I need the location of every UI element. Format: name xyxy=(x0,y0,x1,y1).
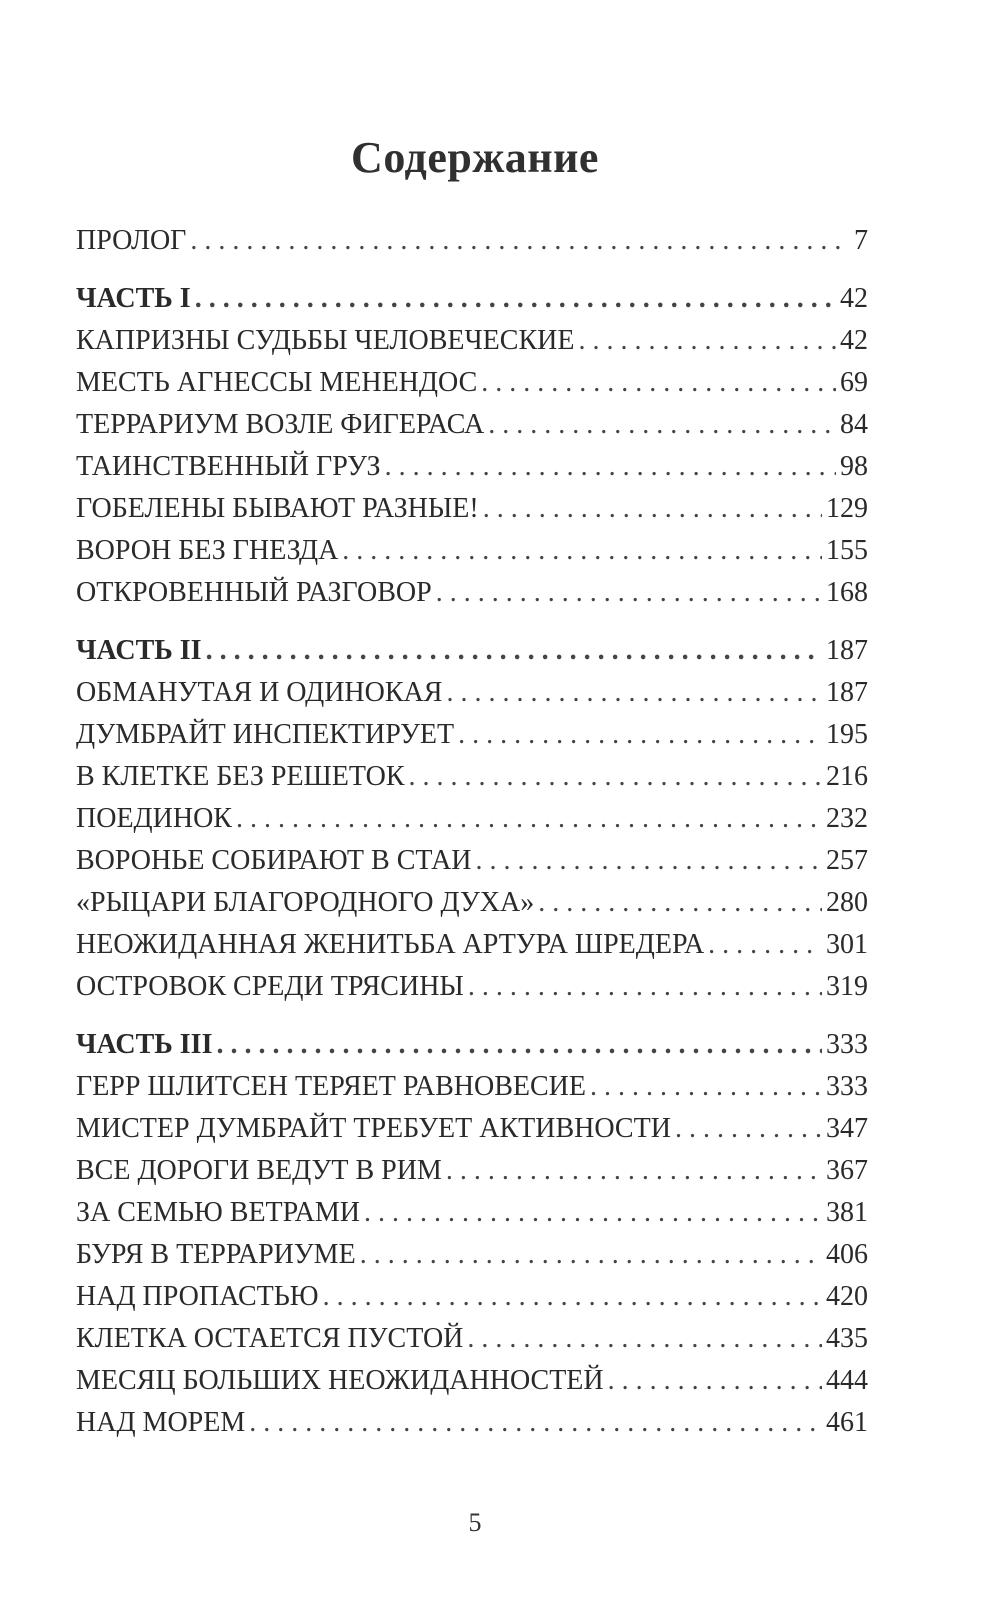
toc-entry-page: 420 xyxy=(826,1281,868,1312)
toc-entry-title: ЗА СЕМЬЮ ВЕТРАМИ xyxy=(76,1197,360,1228)
toc-entry-title: ПОЕДИНОК xyxy=(76,803,232,834)
toc-entry xyxy=(76,714,868,756)
toc-entry xyxy=(76,1276,868,1318)
toc-entry-title: «РЫЦАРИ БЛАГОРОДНОГО ДУХА» xyxy=(76,887,535,918)
dot-leader xyxy=(488,404,836,446)
page-number: 5 xyxy=(468,1508,482,1537)
toc-entry xyxy=(76,840,868,882)
dot-leader xyxy=(190,220,850,262)
toc-entry-title: ВОРОНЬЕ СОБИРАЮТ В СТАИ xyxy=(76,845,472,876)
toc-entry-title: ВОРОН БЕЗ ГНЕЗДА xyxy=(76,535,339,566)
toc-entry xyxy=(76,320,868,362)
toc-entry xyxy=(76,1234,868,1276)
toc-entry-page: 42 xyxy=(840,283,868,314)
toc-entry-page: 333 xyxy=(826,1029,868,1060)
toc-entry xyxy=(76,362,868,404)
toc-entry-title: ЧАСТЬ I xyxy=(76,283,191,314)
toc-entry-title: ВСЕ ДОРОГИ ВЕДУТ В РИМ xyxy=(76,1155,442,1186)
dot-leader xyxy=(360,1234,822,1276)
toc-entry-page: 461 xyxy=(826,1407,868,1438)
dot-leader xyxy=(590,1066,822,1108)
dot-leader xyxy=(675,1108,822,1150)
dot-leader xyxy=(436,572,822,614)
dot-leader xyxy=(481,362,836,404)
toc-entry-title: МИСТЕР ДУМБРАЙТ ТРЕБУЕТ АКТИВНОСТИ xyxy=(76,1113,671,1144)
dot-leader xyxy=(476,840,822,882)
toc-entry xyxy=(76,488,868,530)
toc-entry xyxy=(76,1318,868,1360)
toc-entry-title: ПРОЛОГ xyxy=(76,225,187,256)
toc-entry-page: 435 xyxy=(826,1323,868,1354)
toc-entry-page: 129 xyxy=(826,493,868,524)
toc-entry-title: ТАИНСТВЕННЫЙ ГРУЗ xyxy=(76,451,381,482)
dot-leader xyxy=(216,1024,822,1066)
toc-entry xyxy=(76,1360,868,1402)
toc-entry-title: НАД МОРЕМ xyxy=(76,1407,246,1438)
toc-part-heading xyxy=(76,278,868,320)
dot-leader xyxy=(206,630,822,672)
toc-entry-title: ОБМАНУТАЯ И ОДИНОКАЯ xyxy=(76,677,443,708)
dot-leader xyxy=(409,756,822,798)
toc-entry-page: 84 xyxy=(840,409,868,440)
toc-entry-page: 187 xyxy=(826,677,868,708)
dot-leader xyxy=(236,798,822,840)
toc-entry xyxy=(76,572,868,614)
toc-entry xyxy=(76,404,868,446)
toc-entry xyxy=(76,1066,868,1108)
toc-entry-page: 280 xyxy=(826,887,868,918)
toc-entry xyxy=(76,1108,868,1150)
toc-entry-page: 333 xyxy=(826,1071,868,1102)
toc-entry xyxy=(76,220,868,262)
toc-entry-page: 168 xyxy=(826,577,868,608)
dot-leader xyxy=(342,530,822,572)
toc-entry xyxy=(76,1192,868,1234)
dot-leader xyxy=(578,320,836,362)
toc-entry-title: ОСТРОВОК СРЕДИ ТРЯСИНЫ xyxy=(76,971,464,1002)
toc-entry-page: 444 xyxy=(826,1365,868,1396)
toc-entry-title: НАД ПРОПАСТЬЮ xyxy=(76,1281,319,1312)
toc-entry xyxy=(76,924,868,966)
toc-entry-title: ОТКРОВЕННЫЙ РАЗГОВОР xyxy=(76,577,432,608)
toc-entry-title: ЧАСТЬ III xyxy=(76,1029,213,1060)
toc-entry-page: 301 xyxy=(826,929,868,960)
toc-entry-page: 232 xyxy=(826,803,868,834)
toc-entry xyxy=(76,966,868,1008)
toc-entry xyxy=(76,672,868,714)
toc-entry-page: 98 xyxy=(840,451,868,482)
dot-leader xyxy=(483,488,822,530)
table-of-contents xyxy=(76,220,868,1444)
toc-entry-page: 347 xyxy=(826,1113,868,1144)
toc-entry-page: 69 xyxy=(840,367,868,398)
toc-entry xyxy=(76,798,868,840)
dot-leader xyxy=(323,1276,822,1318)
toc-entry-page: 367 xyxy=(826,1155,868,1186)
toc-entry xyxy=(76,1402,868,1444)
dot-leader xyxy=(385,446,836,488)
toc-entry-title: МЕСЯЦ БОЛЬШИХ НЕОЖИДАННОСТЕЙ xyxy=(76,1365,604,1396)
toc-entry xyxy=(76,446,868,488)
toc-entry-page: 381 xyxy=(826,1197,868,1228)
toc-entry-page: 7 xyxy=(854,225,868,256)
toc-entry-page: 257 xyxy=(826,845,868,876)
toc-entry-page: 406 xyxy=(826,1239,868,1270)
toc-entry-title: КАПРИЗНЫ СУДЬБЫ ЧЕЛОВЕЧЕСКИЕ xyxy=(76,325,575,356)
dot-leader xyxy=(538,882,822,924)
dot-leader xyxy=(249,1402,822,1444)
toc-entry-title: ГЕРР ШЛИТСЕН ТЕРЯЕТ РАВНОВЕСИЕ xyxy=(76,1071,587,1102)
toc-entry-title: ГОБЕЛЕНЫ БЫВАЮТ РАЗНЫЕ! xyxy=(76,493,479,524)
toc-entry-title: МЕСТЬ АГНЕССЫ МЕНЕНДОС xyxy=(76,367,478,398)
toc-entry-title: КЛЕТКА ОСТАЕТСЯ ПУСТОЙ xyxy=(76,1323,464,1354)
toc-entry-page: 155 xyxy=(826,535,868,566)
toc-part-heading xyxy=(76,630,868,672)
toc-entry-page: 319 xyxy=(826,971,868,1002)
dot-leader xyxy=(446,672,822,714)
toc-entry-title: НЕОЖИДАННАЯ ЖЕНИТЬБА АРТУРА ШРЕДЕРА xyxy=(76,929,705,960)
toc-entry-title: БУРЯ В ТЕРРАРИУМЕ xyxy=(76,1239,356,1270)
toc-entry-page: 195 xyxy=(826,719,868,750)
toc-part-heading xyxy=(76,1024,868,1066)
toc-entry-title: ДУМБРАЙТ ИНСПЕКТИРУЕТ xyxy=(76,719,455,750)
dot-leader xyxy=(468,966,822,1008)
toc-entry xyxy=(76,882,868,924)
toc-entry-title: ТЕРРАРИУМ ВОЗЛЕ ФИГЕРАСА xyxy=(76,409,485,440)
toc-entry-page: 187 xyxy=(826,635,868,666)
page-title: Содержание xyxy=(351,133,599,182)
dot-leader xyxy=(467,1318,822,1360)
dot-leader xyxy=(608,1360,822,1402)
dot-leader xyxy=(195,278,836,320)
toc-entry-title: В КЛЕТКЕ БЕЗ РЕШЕТОК xyxy=(76,761,405,792)
dot-leader xyxy=(458,714,822,756)
toc-entry-page: 42 xyxy=(840,325,868,356)
toc-entry xyxy=(76,1150,868,1192)
toc-entry xyxy=(76,756,868,798)
dot-leader xyxy=(708,924,822,966)
toc-entry-title: ЧАСТЬ II xyxy=(76,635,202,666)
dot-leader xyxy=(446,1150,822,1192)
toc-entry-page: 216 xyxy=(826,761,868,792)
dot-leader xyxy=(364,1192,822,1234)
toc-entry xyxy=(76,530,868,572)
